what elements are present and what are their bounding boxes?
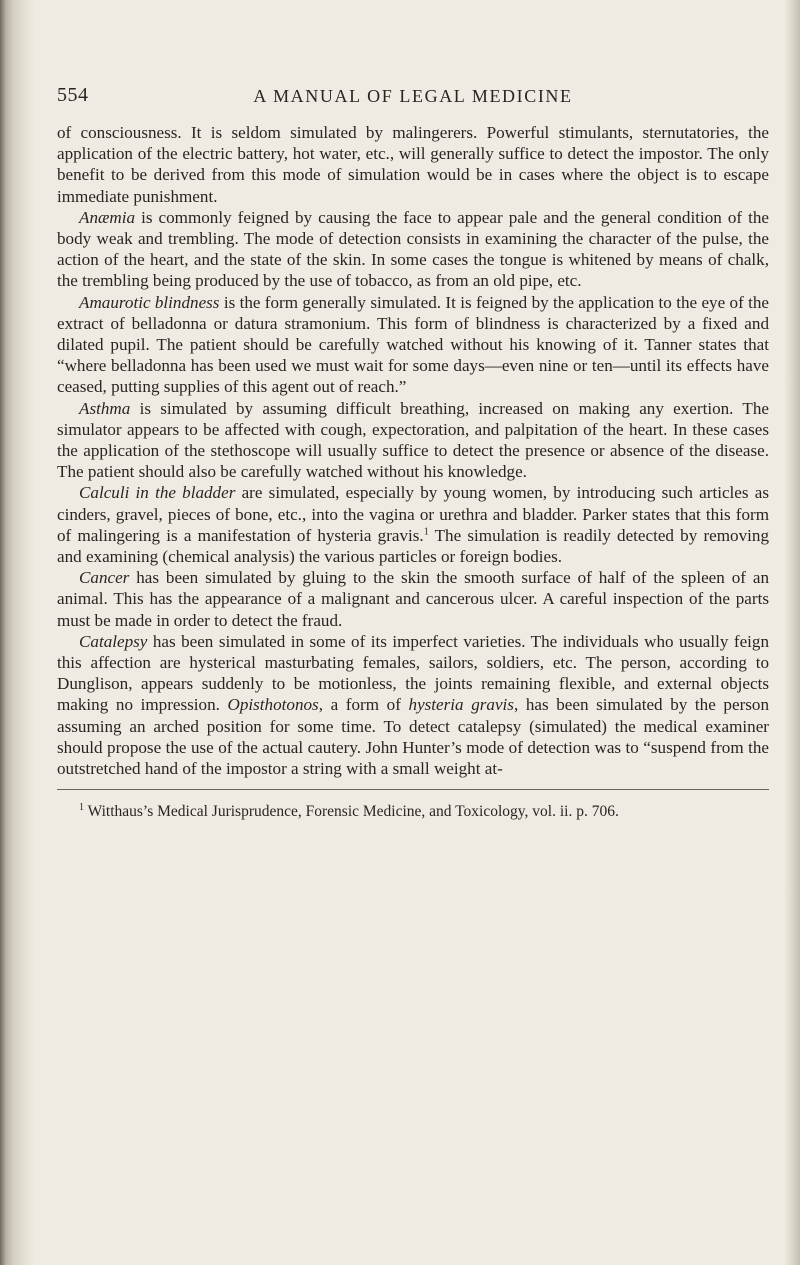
paragraph [57,207,769,292]
page-edge-shadow [784,0,800,1265]
paragraph [57,567,769,631]
italic-term: Asthma [79,398,131,418]
body-text [57,122,769,779]
italic-term: hysteria gravis [408,695,514,715]
paragraph-text: , a form of [318,695,409,715]
footnote-marker: 1 [79,802,84,814]
paragraph [57,631,769,779]
paragraph-text: has been simulated in some of its imperfect varieties. The individuals who usually feign this affection are hysterical masturbating females, sailors, soldiers, etc. The person, according to Dunglison, appears suddenly to be motionless, the joints remaining flexible, and external objects making no impression. [57,631,769,715]
paragraph [57,482,769,567]
italic-term: Anæmia [79,207,136,227]
italic-term: Catalepsy [79,631,148,651]
page-number: 554 [57,84,89,106]
paragraph-text: is the form generally simulated. It is feigned by the application to the eye of the extract of belladonna or datura stramonium. This form of blindness is characterized by a fixed and dilated pupil. The patient should be carefully watched without his knowing of it. Tanner states that “where belladonna has been used we must wait for some days—even nine or ten—until its effects have ceased, putting supplies of this agent out of reach.” [57,292,769,397]
paragraph-text: The simulation is readily detected by removing and examining (chemical analysis) the various particles or foreign bodies. [57,525,769,567]
italic-term: Cancer [79,568,130,588]
page-gutter-shadow [0,0,34,1265]
paragraph [57,292,769,398]
italic-term: Calculi in the bladder [79,483,236,503]
italic-term: Amaurotic blindness [79,292,220,312]
paragraph-text: is simulated by assuming difficult breathing, increased on making any exertion. The simulator appears to be affected with cough, expectoration, and palpitation of the heart. In these cases the application of the stethoscope will usually suffice to detect the presence or absence of the disease. The patient should also be carefully watched without his knowledge. [57,398,769,482]
paragraph-text: , has been simulated by the person assuming an arched position for some time. To detect catalepsy (simulated) the medical examiner should propose the use of the actual cautery. John Hunter’s mode of detection was to “suspend from the outstretched hand of the impostor a string with a small weight at- [57,695,770,779]
page-header [57,84,769,114]
footnote-text: Witthaus’s Medical Jurisprudence, Forensic Medicine, and Toxicology, vol. ii. p. 706. [84,803,619,821]
italic-term: Opisthotonos [227,695,319,715]
footnote [57,802,769,821]
paragraph [57,398,769,483]
paragraph-text: of consciousness. It is seldom simulated by malingerers. Powerful stimulants, sternutatories, the application of the electric battery, hot water, etc., will generally suffice to detect the impostor. The only benefit to be derived from this mode of simulation would be in cases where the object is to escape immediate punishment. [57,123,769,206]
paragraph [57,122,769,207]
paragraph-text: are simulated, especially by young women, by introducing such articles as cinders, gravel, pieces of bone, etc., into the vagina or urethra and bladder. Parker states that this form of malingering is a manifestation of hysteria gravis. [57,483,769,545]
running-title: A MANUAL OF LEGAL MEDICINE [253,86,573,106]
book-page [57,84,769,821]
footnote-reference: 1 [423,526,429,538]
footnote-divider [57,789,769,790]
paragraph-text: is commonly feigned by causing the face to appear pale and the general condition of the body weak and trembling. The mode of detection consists in examining the character of the pulse, the action of the heart, and the state of the skin. In some cases the tongue is whitened by means of chalk, the trembling being produced by the use of tobacco, as from an old pipe, etc. [57,207,769,291]
paragraph-text: has been simulated by gluing to the skin the smooth surface of half of the spleen of an animal. This has the appearance of a malignant and cancerous ulcer. A careful inspection of the parts must be made in order to detect the fraud. [57,568,769,630]
